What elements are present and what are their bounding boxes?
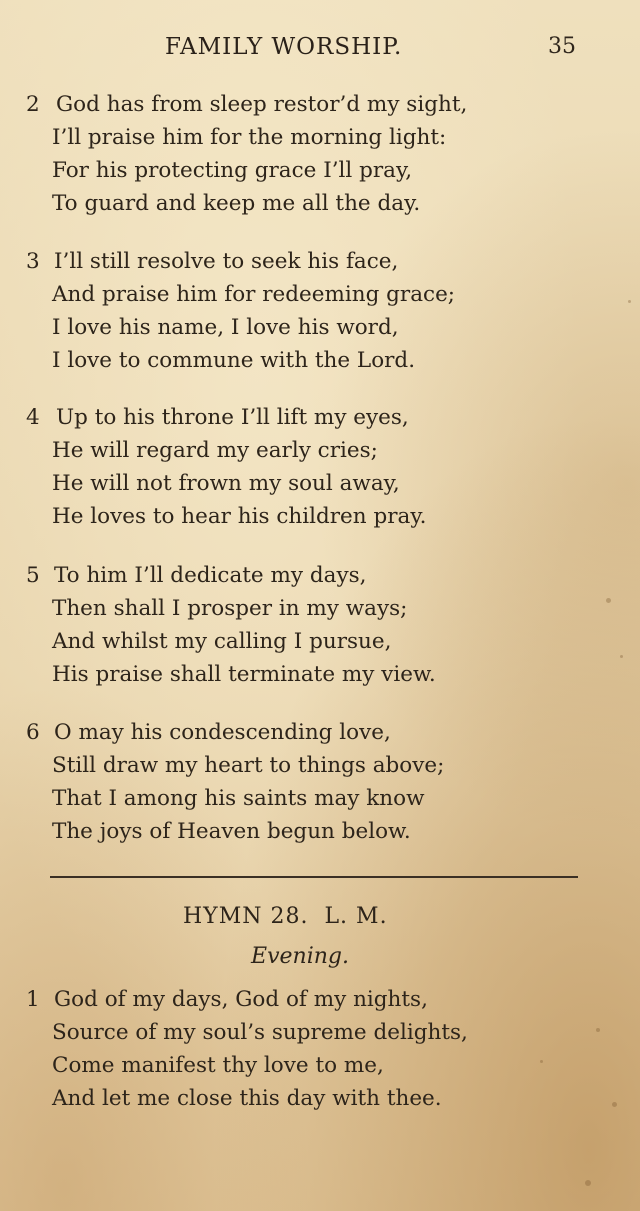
- verse-line: I’ll praise him for the morning light:: [52, 125, 447, 150]
- verse-line: Then shall I prosper in my ways;: [52, 596, 408, 621]
- paper-spot: [596, 1028, 600, 1032]
- verse-line: He will regard my early cries;: [52, 438, 378, 463]
- hymn-title: HYMN 28. L. M.: [183, 904, 388, 929]
- verse-line: He loves to hear his children pray.: [52, 504, 427, 529]
- verse-line: The joys of Heaven begun below.: [52, 819, 411, 844]
- verse-line: Still draw my heart to things above;: [52, 753, 445, 778]
- verse-line: He will not frown my soul away,: [52, 471, 400, 496]
- stanza-number: 4: [26, 405, 40, 430]
- verse-line: His praise shall terminate my view.: [52, 662, 436, 687]
- stanza-number: 1: [26, 987, 40, 1012]
- running-title: FAMILY WORSHIP.: [165, 34, 403, 60]
- paper-spot: [540, 1060, 543, 1063]
- verse-line: And let me close this day with thee.: [52, 1086, 442, 1111]
- verse-line: And praise him for redeeming grace;: [52, 282, 456, 307]
- paper-spot: [620, 655, 623, 658]
- paper-spot: [628, 300, 631, 303]
- paper-spot: [612, 1102, 617, 1107]
- stanza-number: 6: [26, 720, 40, 745]
- verse-line: Up to his throne I’ll lift my eyes,: [56, 405, 409, 430]
- verse-line: And whilst my calling I pursue,: [52, 629, 392, 654]
- page-header: [0, 30, 640, 64]
- stanza-number: 2: [26, 92, 40, 117]
- verse-line: That I among his saints may know: [52, 786, 425, 811]
- verse-line: To guard and keep me all the day.: [52, 191, 421, 216]
- verse-line: I’ll still resolve to seek his face,: [54, 249, 399, 274]
- page-number: 35: [548, 34, 576, 59]
- verse-line: God of my days, God of my nights,: [54, 987, 428, 1012]
- hymn-heading: [0, 900, 640, 934]
- section-divider: [50, 876, 578, 878]
- verse-line: I love his name, I love his word,: [52, 315, 399, 340]
- verse-line: For his protecting grace I’ll pray,: [52, 158, 413, 183]
- verse-line: O may his condescending love,: [54, 720, 391, 745]
- stanza-number: 5: [26, 563, 40, 588]
- stanza-number: 3: [26, 249, 40, 274]
- verse-line: I love to commune with the Lord.: [52, 348, 416, 373]
- verse-line: Come manifest thy love to me,: [52, 1053, 384, 1078]
- paper-spot: [585, 1180, 591, 1186]
- verse-line: God has from sleep restor’d my sight,: [56, 92, 468, 117]
- paper-spot: [606, 598, 611, 603]
- verse-line: Source of my soul’s supreme delights,: [52, 1020, 468, 1045]
- verse-line: To him I’ll dedicate my days,: [54, 563, 367, 588]
- hymn-subtitle: Evening.: [251, 944, 349, 969]
